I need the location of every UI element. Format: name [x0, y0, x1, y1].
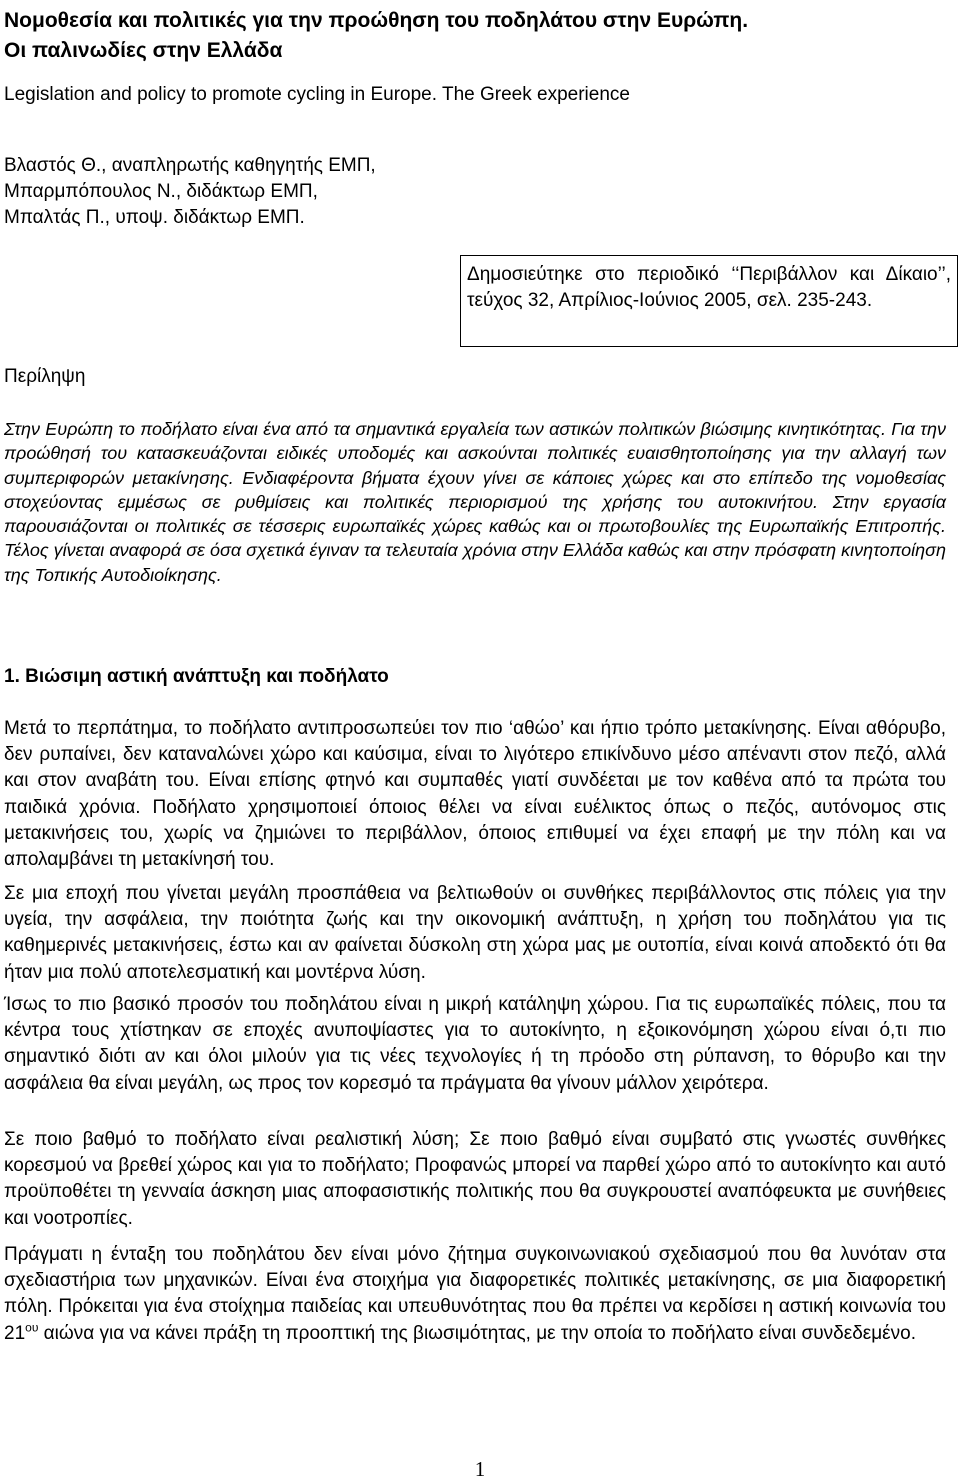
author-3: Μπαλτάς Π., υποψ. διδάκτωρ ΕΜΠ.: [4, 207, 305, 228]
title-line-1: Νομοθεσία και πολιτικές για την προώθηση του ποδηλάτου στην Ευρώπη.: [4, 9, 749, 32]
author-1: Βλαστός Θ., αναπληρωτής καθηγητής ΕΜΠ,: [4, 155, 376, 176]
paragraph-5: [4, 1242, 946, 1347]
section-heading: 1. Βιώσιμη αστική ανάπτυξη και ποδήλατο: [4, 666, 389, 687]
title-line-2: Οι παλινωδίες στην Ελλάδα: [4, 39, 283, 62]
abstract-text: Στην Ευρώπη το ποδήλατο είναι ένα από τα σημαντικά εργαλεία των αστικών πολιτικών βιώσιμης κινητικότητας. Για την προώθησή του κατασκευάζονται ειδικές υποδομές και ασκούνται πολιτικές ευαισθητοποίησης για την αλλαγή των συμπεριφορών μετακίνησης. Ενδιαφέροντα βήματα έχουν γίνει σε κάποιες χώρες και στο επίπεδο της νομοθεσίας στοχεύοντας εμμέσως σε ρυθμίσεις και πολιτικές περιορισμού της χρήσης του αυτοκινήτου. Στην εργασία παρουσιάζονται οι πολιτικές σε τέσσερις ευρωπαϊκές χώρες καθώς και οι πρωτοβουλίες της Ευρωπαϊκής Επιτροπής. Τέλος γίνεται αναφορά σε όσα σχετικά έγιναν τα τελευταία χρόνια στην Ελλάδα καθώς και στην πρόσφατη κινητοποίηση της Τοπικής Αυτοδιοίκησης.: [4, 419, 946, 585]
publication-note-box: Δημοσιεύτηκε στο περιοδικό ‘‘Περιβάλλον και Δίκαιο’’, τεύχος 32, Απρίλιος-Ιούνιος 2005, σελ. 235-243.: [460, 255, 958, 347]
paragraph-2: Σε μια εποχή που γίνεται μεγάλη προσπάθεια να βελτιωθούν οι συνθήκες περιβάλλοντος στις πόλεις για την υγεία, την ασφάλεια, την ποιότητα ζωής και την οικονομική ανάπτυξη, η χρήση του ποδηλάτου για τις καθημερινές μετακινήσεις, έστω και αν φαίνεται δύσκολη στη χώρα μας με ουτοπία, είναι κοινά αποδεκτό ότι θα ήταν μια πολύ αποτελεσματική και μοντέρνα λύση.: [4, 883, 946, 983]
paragraph-3: Ίσως το πιο βασικό προσόν του ποδηλάτου είναι η μικρή κατάληψη χώρου. Για τις ευρωπαϊκές πόλεις, που τα κέντρα τους χτίστηκαν σε εποχές ανυποψίαστες για το αυτοκίνητο, η εξοικονόμηση χώρου είναι ό,τι πιο σημαντικό διότι αν και όλοι μιλούν για τις νέες τεχνολογίες ή τη πρόοδο στη ρύπανση, το θόρυβο και την ασφάλεια θα είναι μεγάλη, ως προς τον κορεσμό τα πράγματα θα γίνουν μάλλον χειρότερα.: [4, 994, 946, 1094]
paper-title: [4, 6, 954, 66]
paragraph-5-text-a: Πράγματι η ένταξη του ποδηλάτου δεν είναι μόνο ζήτημα συγκοινωνιακού σχεδιασμού που θα λυνόταν στα σχεδιαστήρια των μηχανικών. Είναι ένα στοιχήμα για διαφορετικές πολιτικές μετακίνησης, σε μια διαφορετική πόλη. Πρόκειται για ένα στοίχημα παιδείας και υπευθυνότητας που θα πρέπει να κερδίσει η αστική κοινωνία του 21: [4, 1244, 946, 1344]
author-list: [4, 153, 376, 231]
paragraph-5-text-b: αιώνα για να κάνει πράξη τη προοπτική της βιωσιμότητας, με την οποία το ποδήλατο είναι συνδεδεμένο.: [43, 1322, 917, 1344]
paragraph-4: Σε ποιο βαθμό το ποδήλατο είναι ρεαλιστική λύση; Σε ποιο βαθμό είναι συμβατό στις γνωστές συνθήκες κορεσμού να βρεθεί χώρος και για το ποδήλατο; Προφανώς μπορεί να παρθεί χώρο από το αυτοκίνητο και αυτό προϋποθέτει τη γενναία άσκηση μιας αποφασιστικής πολιτικής που θα συγκρουστεί αναπόφευκτα με συνήθειες και νοοτροπίες.: [4, 1129, 946, 1229]
paragraph-1: Μετά το περπάτημα, το ποδήλατο αντιπροσωπεύει τον πιο ‘αθώο’ και ήπιο τρόπο μετακίνησης. Είναι αθόρυβο, δεν ρυπαίνει, δεν καταναλώνει χώρο και καύσιμα, είναι το λιγότερο επικίνδυνο μέσο απέναντι στον πεζό, αλλά και στον αναβάτη του. Είναι επίσης φτηνό και συμπαθές γιατί συνδέεται με τον καθένα από τα πρώτα του παιδικά χρόνια. Ποδήλατο χρησιμοποιεί όποιος θέλει να είναι ευέλικτος όπως ο πεζός, αυτόνομος στις μετακινήσεις του, χωρίς να ζημιώνει το περιβάλλον, όποιος επιθυμεί να έχει επαφή με την πόλη και να απολαμβάνει τη μετακίνησή του.: [4, 718, 946, 871]
page-number: 1: [474, 1457, 486, 1481]
abstract-heading: Περίληψη: [4, 366, 86, 387]
english-title: Legislation and policy to promote cycling in Europe. The Greek experience: [4, 84, 630, 105]
ordinal-superscript: ου: [25, 1320, 39, 1335]
author-2: Μπαρμπόπουλος Ν., διδάκτωρ ΕΜΠ,: [4, 181, 318, 202]
